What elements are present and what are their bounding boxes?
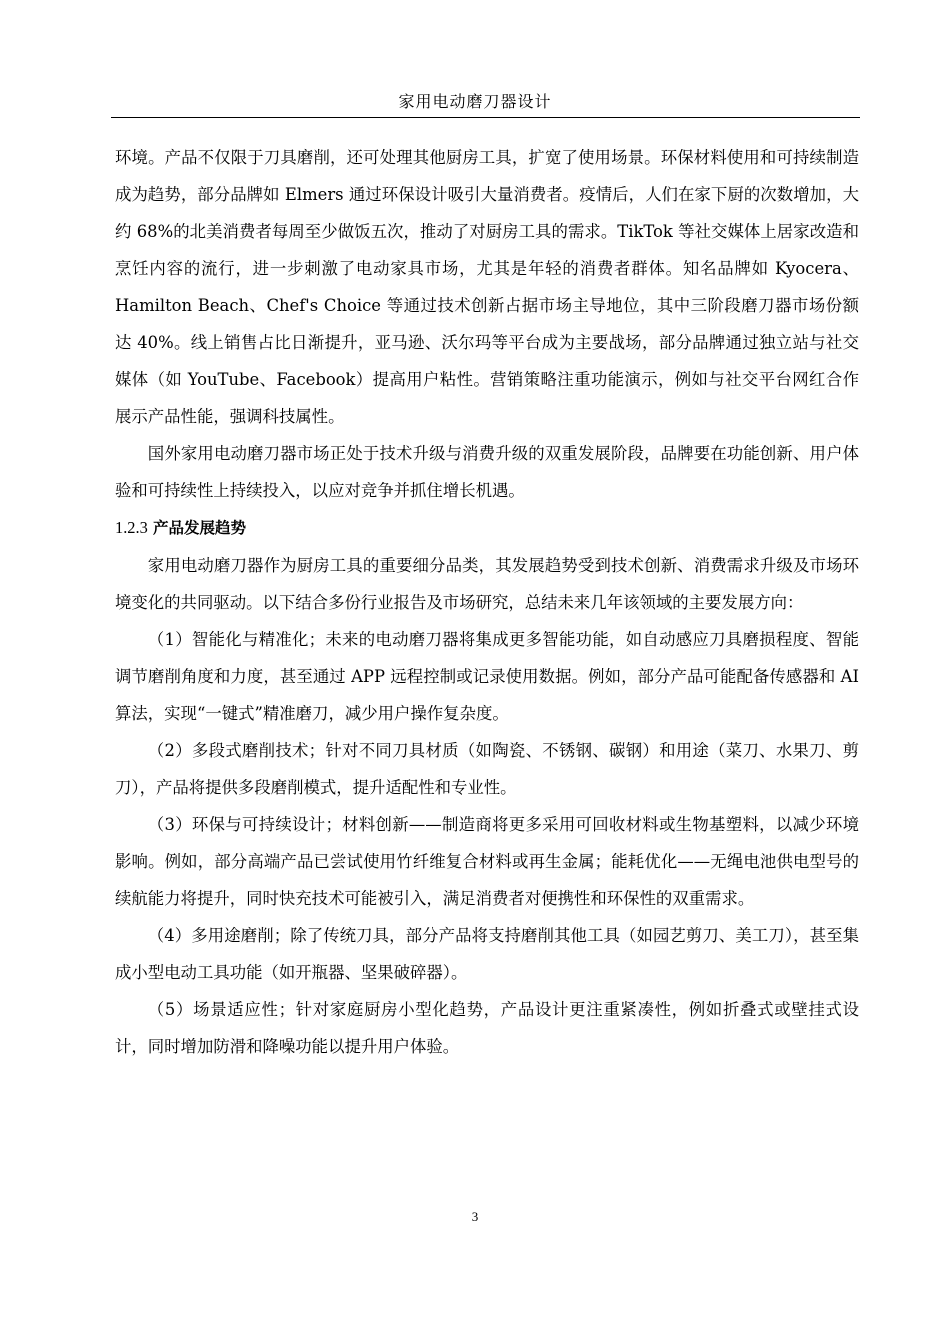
- paragraph-trend-4: （4）多用途磨削；除了传统刀具，部分产品将支持磨削其他工具（如园艺剪刀、美工刀），甚至集成小型电动工具功能（如开瓶器、坚果破碎器）。: [115, 926, 859, 982]
- paragraph-trend-1: （1）智能化与精准化；未来的电动磨刀器将集成更多智能功能，如自动感应刀具磨损程度、智能调节磨削角度和力度，甚至通过 APP 远程控制或记录使用数据。例如，部分产品可能配备传感器和 AI 算法，实现“一键式”精准磨刀，减少用户操作复杂度。: [115, 630, 859, 723]
- paragraph-trend-3: （3）环保与可持续设计；材料创新——制造商将更多采用可回收材料或生物基塑料，以减少环境影响。例如，部分高端产品已尝试使用竹纤维复合材料或再生金属；能耗优化——无绳电池供电型号的续航能力将提升，同时快充技术可能被引入，满足消费者对便携性和环保性的双重需求。: [115, 815, 859, 908]
- paragraph-market-summary: 国外家用电动磨刀器市场正处于技术升级与消费升级的双重发展阶段，品牌要在功能创新、用户体验和可持续性上持续投入，以应对竞争并抓住增长机遇。: [115, 444, 859, 500]
- paragraph-trend-2: （2）多段式磨削技术；针对不同刀具材质（如陶瓷、不锈钢、碳钢）和用途（菜刀、水果刀、剪刀），产品将提供多段磨削模式，提升适配性和专业性。: [115, 741, 859, 797]
- section-heading: [115, 509, 859, 547]
- document-body: [115, 139, 859, 1065]
- running-header-title: 家用电动磨刀器设计: [398, 92, 552, 111]
- page-number: 3: [471, 1209, 479, 1224]
- section-title: 产品发展趋势: [153, 519, 247, 537]
- paragraph-trend-intro: 家用电动磨刀器作为厨房工具的重要细分品类，其发展趋势受到技术创新、消费需求升级及市场环境变化的共同驱动。以下结合多份行业报告及市场研究，总结未来几年该领域的主要发展方向：: [115, 556, 859, 612]
- section-number: 1.2.3: [115, 518, 148, 537]
- paragraph-trend-5: （5）场景适应性；针对家庭厨房小型化趋势，产品设计更注重紧凑性，例如折叠式或壁挂式设计，同时增加防滑和降噪功能以提升用户体验。: [115, 1000, 859, 1056]
- header-divider: [111, 117, 860, 118]
- paragraph-continuation: 环境。产品不仅限于刀具磨削，还可处理其他厨房工具，扩宽了使用场景。环保材料使用和可持续制造成为趋势，部分品牌如 Elmers 通过环保设计吸引大量消费者。疫情后，人们在家下厨的次数增加，大约 68%的北美消费者每周至少做饭五次，推动了对厨房工具的需求。TikTok 等社交媒体上居家改造和烹饪内容的流行，进一步刺激了电动家具市场，尤其是年轻的消费者群体。知名品牌如 Kyocera、Hamilton Beach、Chef's Choice 等通过技术创新占据市场主导地位，其中三阶段磨刀器市场份额达 40%。线上销售占比日渐提升，亚马逊、沃尔玛等平台成为主要战场，部分品牌通过独立站与社交媒体（如 YouTube、Facebook）提高用户粘性。营销策略注重功能演示，例如与社交平台网红合作展示产品性能，强调科技属性。: [115, 148, 859, 426]
